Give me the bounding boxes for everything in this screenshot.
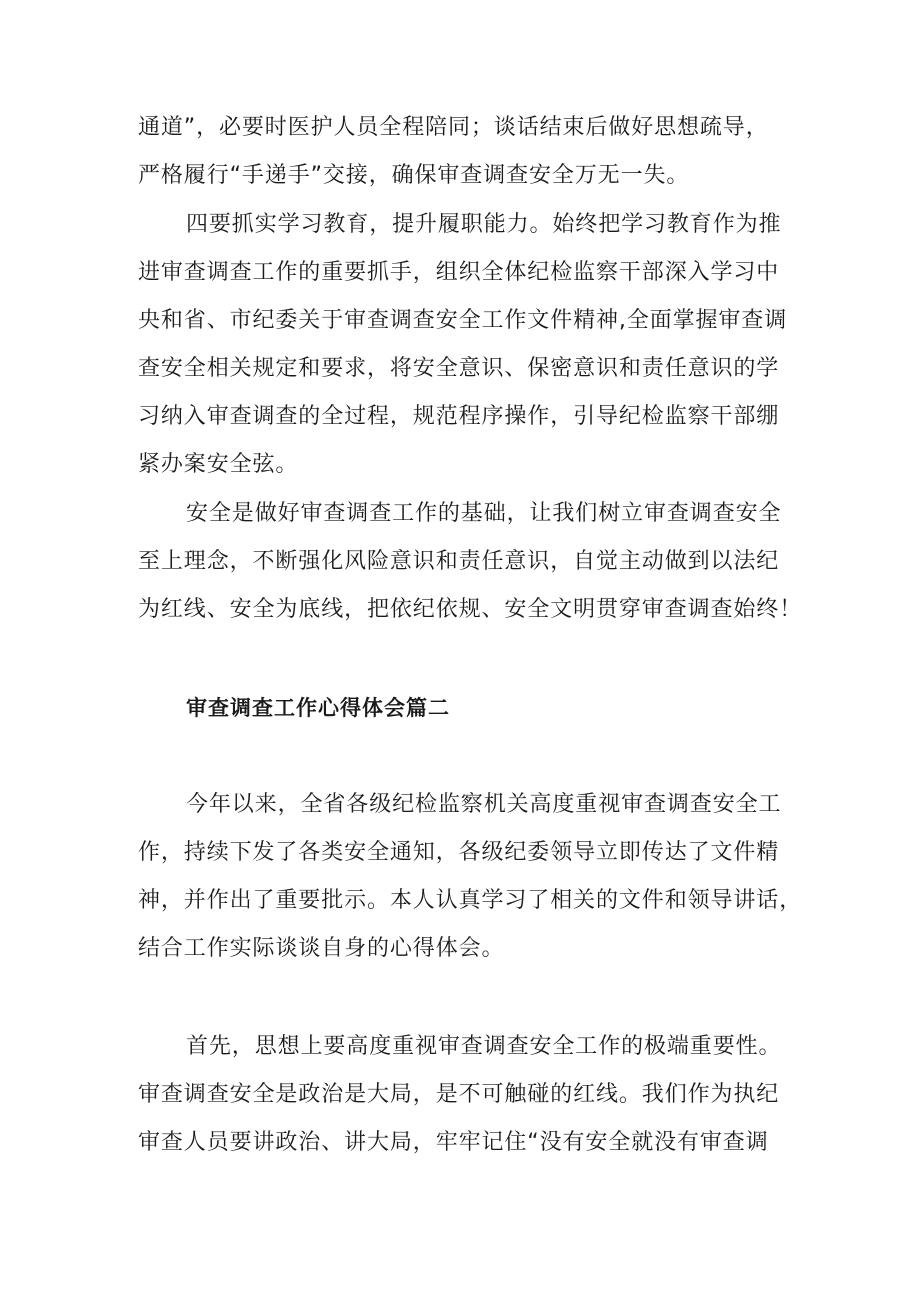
paragraph-line: 查安全相关规定和要求，将安全意识、保密意识和责任意识的学 <box>138 356 780 381</box>
paragraph-line: 首先，思想上要高度重视审查调查安全工作的极端重要性。 <box>186 1034 782 1059</box>
paragraph-line: 审查人员要讲政治、讲大局，牢牢记住“没有安全就没有审查调 <box>138 1130 769 1155</box>
paragraph-line: 严格履行“手递手”交接，确保审查调查安全万无一失。 <box>138 163 690 188</box>
paragraph-line: 紧办案安全弦。 <box>138 452 299 477</box>
paragraph-line: 结合工作实际谈谈自身的心得体会。 <box>138 936 505 961</box>
paragraph-line: 作，持续下发了各类安全通知，各级纪委领导立即传达了文件精 <box>138 840 780 865</box>
paragraph-line: 神，并作出了重要批示。本人认真学习了相关的文件和领导讲话， <box>138 888 803 913</box>
paragraph-line: 至上理念，不断强化风险意识和责任意识，自觉主动做到以法纪 <box>138 549 780 574</box>
paragraph-line: 习纳入审查调查的全过程，规范程序操作，引导纪检监察干部绷 <box>138 404 780 429</box>
paragraph-line: 今年以来，全省各级纪检监察机关高度重视审查调查安全工 <box>186 792 782 817</box>
paragraph-line: 通道”，必要时医护人员全程陪同；谈话结束后做好思想疏导， <box>138 115 769 140</box>
paragraph-line: 审查调查安全是政治是大局，是不可触碰的红线。我们作为执纪 <box>138 1082 780 1107</box>
paragraph-line: 为红线、安全为底线，把依纪依规、安全文明贯穿审查调查始终！ <box>138 597 803 622</box>
section-heading: 审查调查工作心得体会篇二 <box>186 696 450 720</box>
paragraph-line: 进审查调查工作的重要抓手，组织全体纪检监察干部深入学习中 <box>138 260 780 285</box>
paragraph-line: 央和省、市纪委关于审查调查安全工作文件精神,全面掌握审查调 <box>138 308 788 333</box>
paragraph-line: 四要抓实学习教育，提升履职能力。始终把学习教育作为推 <box>186 212 782 237</box>
paragraph-line: 安全是做好审查调查工作的基础，让我们树立审查调查安全 <box>186 501 782 526</box>
